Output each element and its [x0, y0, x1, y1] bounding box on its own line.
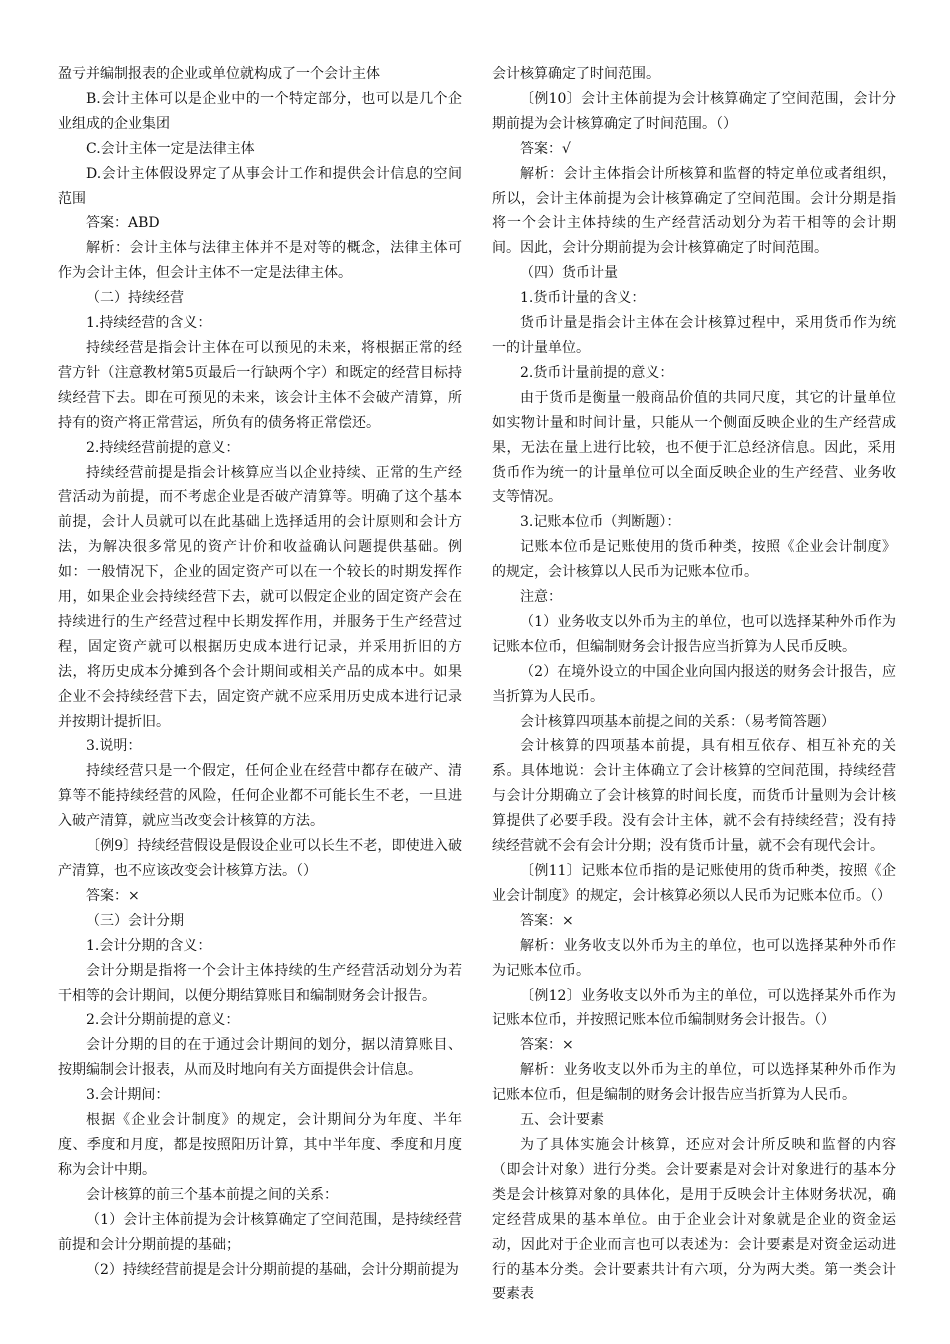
left-paragraph: 3.说明： — [86, 738, 142, 755]
left-paragraph: 根据《企业会计制度》的规定，会计期间分为年度、半年度、季度和月度，都是按照阳历计算，其中半年度、季度和月度称为会计中期。 — [58, 1112, 462, 1178]
right-column — [492, 62, 896, 1307]
left-paragraph: 持续经营前提是指会计核算应当以企业持续、正常的生产经营活动为前提，而不考虑企业是否破产清算等。明确了这个基本前提，会计人员就可以在此基础上选择适用的会计原则和会计方法，为解决很多常见的资产计价和收益确认问题提供基础。例如：一般情况下，企业的固定资产可以在一个较长的时期发挥作用，如果企业会持续经营下去，就可以假定企业的固定资产会在持续进行的生产经营过程中长期发挥作用，并服务于生产经营过程，固定资产就可以根据历史成本进行记录，并采用折旧的方法，将历史成本分摊到各个会计期间或相关产品的成本中。如果企业不会持续经营下去，固定资产就不应采用历史成本进行记录并按期计提折旧。 — [58, 464, 462, 730]
right-paragraph: 会计核算的四项基本前提，具有相互依存、相互补充的关系。具体地说：会计主体确立了会计核算的空间范围，持续经营与会计分期确立了会计核算的时间长度，而货币计量则为会计核算提供了必要手段。没有会计主体，就不会有持续经营；没有持续经营就不会有会计分期；没有货币计量，就不会有现代会计。 — [492, 738, 896, 855]
right-paragraph: 会计核算四项基本前提之间的关系：（易考简答题） — [520, 713, 835, 730]
right-paragraph: 3.记账本位币（判断题）： — [520, 514, 681, 531]
right-paragraph: 为了具体实施会计核算，还应对会计所反映和监督的内容（即会计对象）进行分类。会计要素是对会计对象进行的基本分类是会计核算对象的具体化，是用于反映会计主体财务状况，确定经营成果的基本单位。由于企业会计对象就是企业的资金运动，因此对于企业而言也可以表述为：会计要素是对资金运动进行的基本分类。会计要素共计有六项，分为两大类。第一类会计要素表 — [492, 1136, 896, 1303]
right-paragraph: 会计核算确定了时间范围。 — [492, 66, 660, 82]
left-paragraph: （二）持续经营 — [86, 290, 184, 307]
right-paragraph: 解析：业务收支以外币为主的单位，可以选择某种外币作为记账本位币，但是编制的财务会计报告应当折算为人民币。 — [492, 1062, 896, 1104]
left-paragraph: 〔例9〕持续经营假设是假设企业可以长生不老，即使进入破产清算，也不应该改变会计核算方法。（） — [58, 838, 462, 879]
left-paragraph: （三）会计分期 — [86, 912, 184, 929]
left-paragraph: 会计分期的目的在于通过会计期间的划分，据以清算账目、按期编制会计报表，从而及时地向有关方面提供会计信息。 — [58, 1037, 462, 1079]
right-paragraph: 2.货币计量前提的意义： — [520, 364, 674, 381]
right-paragraph: 注意： — [520, 589, 562, 606]
left-paragraph: 答案：ABD — [86, 215, 160, 232]
left-paragraph: （1）会计主体前提为会计核算确定了空间范围，是持续经营前提和会计分期前提的基础； — [58, 1211, 462, 1253]
right-paragraph: 〔例11〕记账本位币指的是记账使用的货币种类，按照《企业会计制度》的规定，会计核算必须以人民币为记账本位币。（） — [492, 863, 896, 904]
right-paragraph: （四）货币计量 — [520, 265, 618, 282]
left-paragraph: C.会计主体一定是法律主体 — [86, 140, 255, 157]
right-paragraph: 1.货币计量的含义： — [520, 290, 646, 307]
right-paragraph: 货币计量是指会计主体在会计核算过程中，采用货币作为统一的计量单位。 — [492, 315, 896, 356]
left-paragraph: 1.会计分期的含义： — [86, 937, 212, 954]
right-paragraph: 〔例12〕业务收支以外币为主的单位，可以选择某外币作为记账本位币，并按照记账本位币编制财务会计报告。（） — [492, 987, 896, 1029]
left-paragraph: 持续经营是指会计主体在可以预见的未来，将根据正常的经营方针（注意教材第5页最后一行缺两个字）和既定的经营目标持续经营下去。即在可预见的未来，该会计主体不会破产清算，所持有的资产将正常营运，所负有的债务将正常偿还。 — [58, 339, 462, 431]
left-paragraph: 解析：会计主体与法律主体并不是对等的概念，法律主体可作为会计主体，但会计主体不一定是法律主体。 — [58, 240, 462, 282]
left-paragraph: （2）持续经营前提是会计分期前提的基础，会计分期前提为 — [86, 1261, 459, 1278]
right-paragraph: 记账本位币是记账使用的货币种类，按照《企业会计制度》的规定，会计核算以人民币为记账本位币。 — [492, 539, 896, 581]
left-paragraph: 持续经营只是一个假定，任何企业在经营中都存在破产、清算等不能持续经营的风险，任何企业都不可能长生不老，一旦进入破产清算，就应当改变会计核算的方法。 — [58, 763, 462, 830]
left-paragraph: 会计分期是指将一个会计主体持续的生产经营活动划分为若干相等的会计期间，以便分期结算账目和编制财务会计报告。 — [58, 962, 462, 1004]
left-paragraph: B.会计主体可以是企业中的一个特定部分，也可以是几个企业组成的企业集团 — [58, 90, 462, 132]
right-paragraph: 答案：× — [520, 912, 574, 929]
left-paragraph: 2.会计分期前提的意义： — [86, 1012, 240, 1029]
right-paragraph: 解析：业务收支以外币为主的单位，也可以选择某种外币作为记账本位币。 — [492, 937, 896, 979]
right-paragraph: 五、会计要素 — [520, 1112, 604, 1129]
left-paragraph: 会计核算的前三个基本前提之间的关系： — [86, 1186, 338, 1203]
right-paragraph: （2）在境外设立的中国企业向国内报送的财务会计报告，应当折算为人民币。 — [492, 663, 896, 705]
left-paragraph: 1.持续经营的含义： — [86, 315, 212, 332]
left-paragraph: 答案：× — [86, 887, 140, 904]
left-paragraph: 2.持续经营前提的意义： — [86, 439, 240, 456]
right-paragraph: （1）业务收支以外币为主的单位，也可以选择某种外币作为记账本位币，但编制财务会计报告应当折算为人民币反映。 — [492, 613, 896, 655]
left-column — [58, 62, 462, 1282]
left-paragraph: 3.会计期间： — [86, 1087, 170, 1104]
right-paragraph: 由于货币是衡量一般商品价值的共同尺度，其它的计量单位如实物计量和时间计量，只能从一个侧面反映企业的生产经营成果，无法在量上进行比较，也不便于汇总经济信息。因此，采用货币作为统一的计量单位可以全面反映企业的生产经营、业务收支等情况。 — [492, 389, 896, 506]
right-paragraph: 〔例10〕会计主体前提为会计核算确定了空间范围，会计分期前提为会计核算确定了时间范围。（） — [492, 90, 896, 132]
right-paragraph: 解析：会计主体指会计所核算和监督的特定单位或者组织，所以，会计主体前提为会计核算确定了空间范围。会计分期是指将一个会计主体持续的生产经营活动划分为若干相等的会计期间。因此，会计分期前提为会计核算确定了时间范围。 — [492, 165, 896, 257]
right-paragraph: 答案：√ — [520, 140, 571, 157]
left-paragraph: 盈亏并编制报表的企业或单位就构成了一个会计主体 — [58, 66, 380, 82]
right-paragraph: 答案：× — [520, 1037, 574, 1054]
left-paragraph: D.会计主体假设界定了从事会计工作和提供会计信息的空间范围 — [58, 165, 462, 207]
